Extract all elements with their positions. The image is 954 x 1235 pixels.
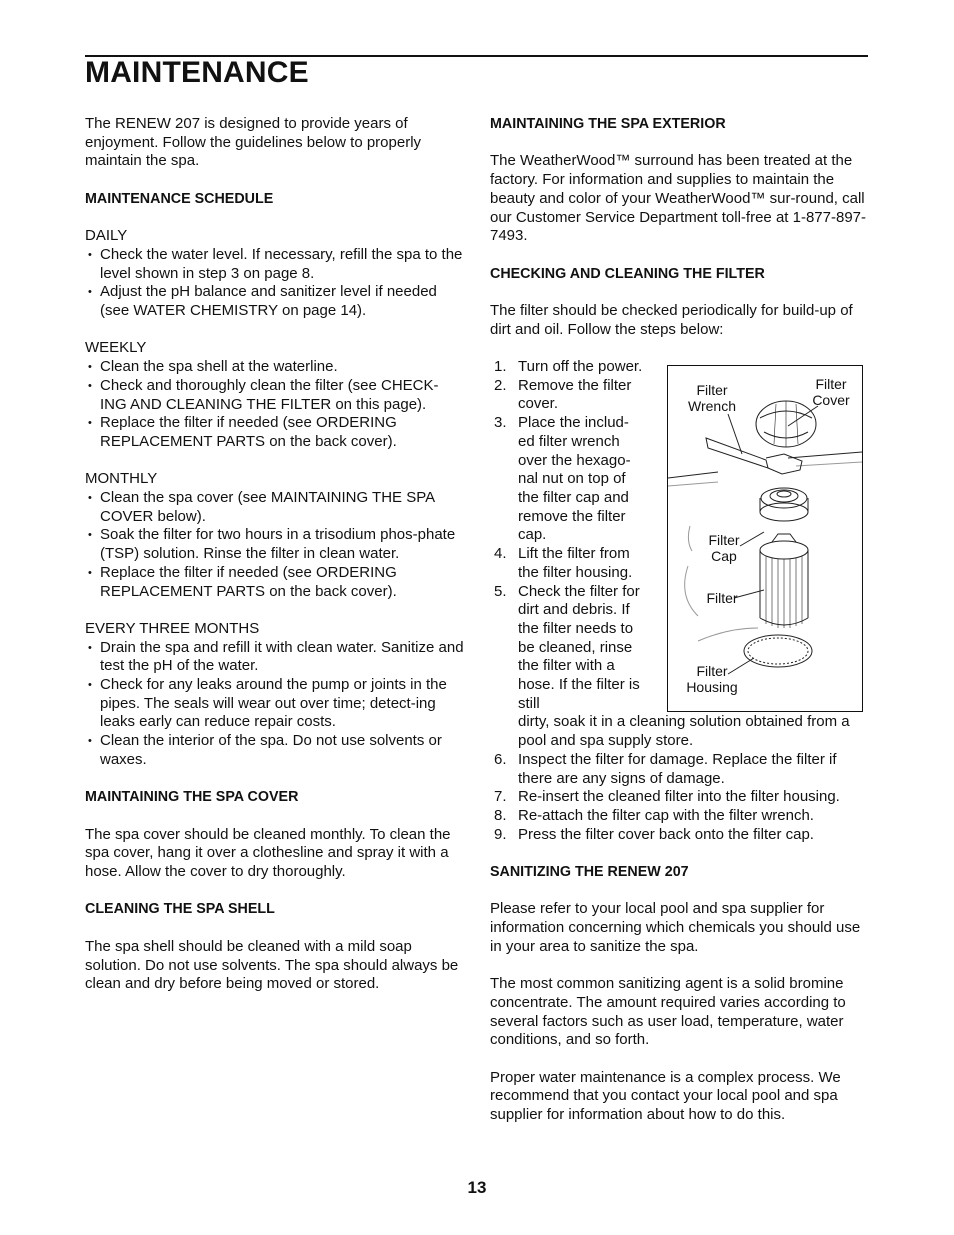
- spa-shell-paragraph: The spa shell should be cleaned with a mild soap solution. Do not use solvents. The spa should always be clean and dry before being moved or stored.: [85, 937, 459, 993]
- sanitizing-paragraph: Proper water maintenance is a complex process. We recommend that you contact your local pool and spa supplier for information about how to do this.: [490, 1068, 841, 1124]
- spa-exterior-heading: MAINTAINING THE SPA EXTERIOR: [490, 116, 726, 132]
- intro-paragraph: The RENEW 207 is designed to provide years of enjoyment. Follow the guidelines below to properly maintain the spa.: [85, 115, 422, 170]
- filter-cap-label: Filter Cap: [708, 532, 740, 564]
- spa-cover-paragraph: The spa cover should be cleaned monthly. To clean the spa cover, hang it over a clothesline and spray it with a hose. Allow the cover to dry thoroughly.: [85, 825, 451, 881]
- sanitizing-paragraph: The most common sanitizing agent is a solid bromine concentrate. The amount required varies according to several factors such as user load, temperature, water conditions, and so forth.: [490, 975, 846, 1049]
- spa-cover-heading: MAINTAINING THE SPA COVER: [85, 789, 299, 806]
- monthly-item: • Replace the filter if needed (see ORDERING REPLACEMENT PARTS on the back cover).: [88, 563, 397, 600]
- three-months-label: EVERY THREE MONTHS: [85, 619, 260, 637]
- filter-step-5-wide-text: dirty, soak it in a cleaning solution obtained from a pool and spa supply store.: [518, 713, 850, 750]
- spa-exterior-paragraph: The WeatherWood™ surround has been treated at the factory. For information and supplies to maintain the beauty and color of your WeatherWood™ sur-round, call our Customer Service Department toll-free at 1-877-897-7493.: [490, 152, 866, 245]
- weekly-item: • Replace the filter if needed (see ORDERING REPLACEMENT PARTS on the back cover).: [88, 414, 397, 450]
- page-number: 13: [467, 1178, 487, 1197]
- filter-heading: CHECKING AND CLEANING THE FILTER: [490, 265, 765, 282]
- monthly-label: MONTHLY: [85, 470, 158, 488]
- filter-step: 3. Place the includ-ed filter wrench over the hexago-nal nut on top of the filter cap and remove the filter cap.: [494, 414, 631, 544]
- filter-cover-label: Filter Cover: [812, 376, 850, 408]
- filter-diagram: [667, 365, 863, 712]
- monthly-item: • Clean the spa cover (see MAINTAINING THE SPA COVER below).: [88, 489, 435, 525]
- sanitizing-heading: SANITIZING THE RENEW 207: [490, 864, 689, 881]
- filter-housing-label: Filter Housing: [686, 663, 738, 695]
- filter-step: 1. Turn off the power.: [494, 358, 643, 376]
- filter-step: 8. Re-attach the filter cap with the filter wrench.: [494, 806, 814, 824]
- sanitizing-paragraph: Please refer to your local pool and spa supplier for information concerning which chemicals you should use in your area to sanitize the spa.: [490, 900, 861, 955]
- filter-step: 2. Remove the filter cover.: [494, 376, 632, 413]
- daily-item: • Check the water level. If necessary, refill the spa to the level shown in step 3 on page 8.: [88, 245, 463, 282]
- weekly-item: • Clean the spa shell at the waterline.: [88, 358, 338, 376]
- daily-item: • Adjust the pH balance and sanitizer level if needed (see WATER CHEMISTRY on page 14).: [88, 283, 437, 319]
- filter-step: 7. Re-insert the cleaned filter into the filter housing.: [494, 788, 840, 806]
- weekly-label: WEEKLY: [85, 339, 147, 357]
- filter-diagram-drawing: [668, 366, 862, 711]
- daily-label: DAILY: [85, 227, 128, 245]
- filter-wrench-label: Filter Wrench: [688, 382, 736, 414]
- maintenance-schedule-heading: MAINTENANCE SCHEDULE: [85, 190, 274, 207]
- filter-step: 9. Press the filter cover back onto the filter cap.: [494, 825, 814, 843]
- left-column: [85, 115, 465, 994]
- monthly-item: • Soak the filter for two hours in a trisodium phos-phate (TSP) solution. Rinse the filter in clean water.: [88, 526, 456, 563]
- spa-shell-heading: CLEANING THE SPA SHELL: [85, 901, 275, 918]
- filter-step: 4. Lift the filter from the filter housing.: [494, 545, 633, 581]
- weekly-item: • Check and thoroughly clean the filter (see CHECK-ING AND CLEANING THE FILTER on this page).: [88, 376, 439, 413]
- filter-step-5-narrow-text: Check the filter for dirt and debris. If the filter needs to be cleaned, rinse the filter with a hose. If the filter is still: [518, 582, 640, 712]
- filter-intro: The filter should be checked periodically for build-up of dirt and oil. Follow the steps below:: [490, 301, 853, 338]
- three-months-item: • Drain the spa and refill it with clean water. Sanitize and test the pH of the water.: [88, 638, 464, 675]
- three-months-item: • Check for any leaks around the pump or joints in the pipes. The seals will wear out over time; detect-ing leaks early can reduce repair costs.: [88, 676, 447, 731]
- filter-label: Filter: [706, 590, 738, 606]
- filter-step: 6. Inspect the filter for damage. Replace the filter if there are any signs of damage.: [494, 750, 837, 787]
- page-title: MAINTENANCE: [85, 56, 309, 89]
- filter-step: 5. Check the filter for dirt and debris. If the filter needs to be cleaned, rinse the filter with a hose. If the filter is still dirty, soak it in a cleaning solution obtained from a pool and spa supply store.: [490, 583, 870, 751]
- three-months-item: • Clean the interior of the spa. Do not use solvents or waxes.: [88, 732, 442, 768]
